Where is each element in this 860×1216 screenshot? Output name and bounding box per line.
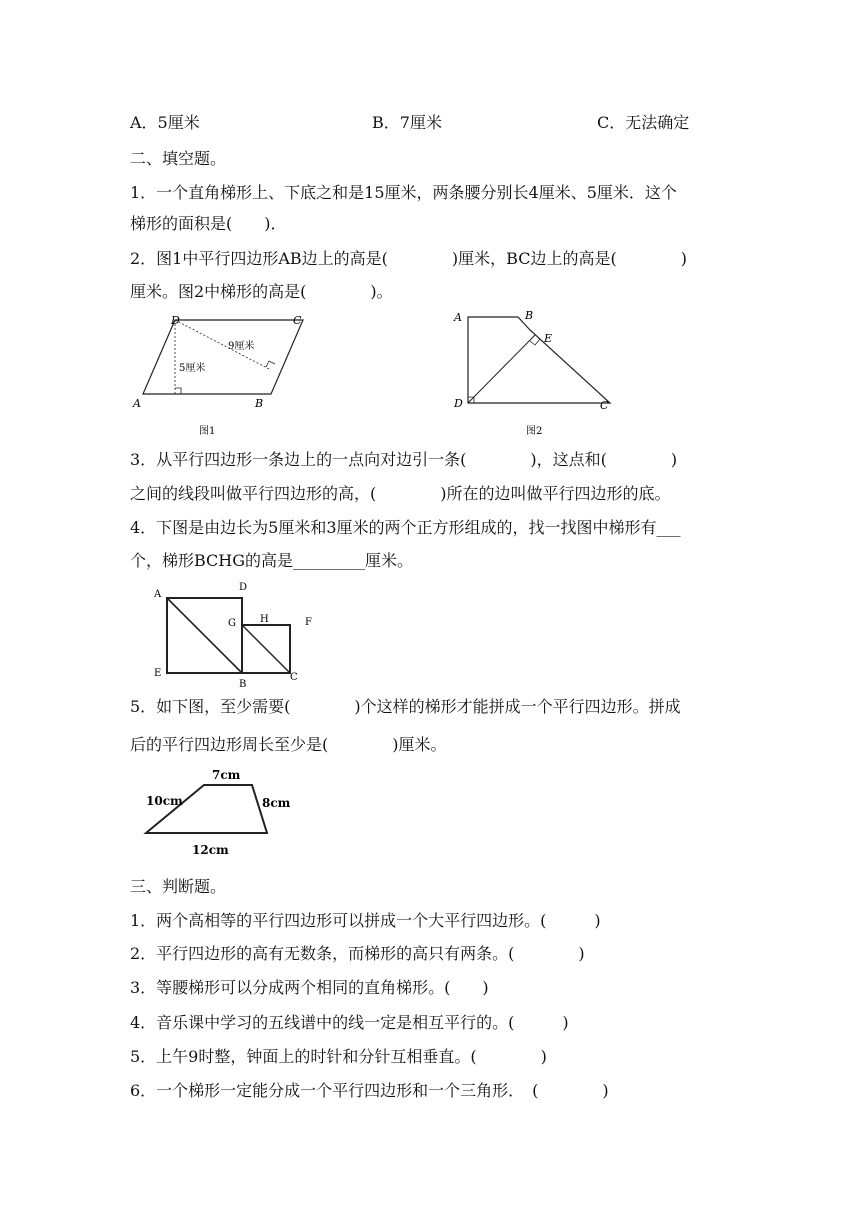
figure-1-parallelogram — [125, 308, 325, 438]
question-2-2-line-2: 厘米。图2中梯形的高是( )。 — [130, 282, 393, 301]
fig4-label-right: 8cm — [262, 796, 291, 810]
fig2-point-e: E — [544, 332, 553, 345]
question-2-4-line-2: 个，梯形BCHG的高是_________厘米。 — [130, 551, 414, 570]
question-2-5-line-1: 5．如下图，至少需要( )个这样的梯形才能拼成一个平行四边形。拼成 — [130, 697, 681, 716]
figure-4-trapezoid-lengths — [140, 765, 310, 865]
tf-item-6: 6．一个梯形一定能分成一个平行四边形和一个三角形． ( ) — [130, 1081, 609, 1100]
question-2-4-line-1: 4．下图是由边长为5厘米和3厘米的两个正方形组成的，找一找图中梯形有___ — [130, 518, 681, 537]
fig3-point-b: B — [239, 679, 247, 690]
figure-2-trapezoid — [450, 305, 625, 440]
question-2-3-line-1: 3．从平行四边形一条边上的一点向对边引一条( )，这点和( ) — [130, 450, 678, 469]
question-2-2-line-1: 2．图1中平行四边形AB边上的高是( )厘米，BC边上的高是( ) — [130, 249, 687, 268]
fig2-point-a: A — [454, 311, 462, 324]
question-2-3-line-2: 之间的线段叫做平行四边形的高，( )所在的边叫做平行四边形的底。 — [130, 484, 671, 503]
fig1-label-5cm: 5厘米 — [179, 363, 206, 374]
tf-item-3: 3．等腰梯形可以分成两个相同的直角梯形。( ) — [130, 978, 489, 997]
fig2-point-d: D — [454, 397, 463, 410]
section-title-fill-blank: 二、填空题。 — [130, 149, 227, 168]
fig3-point-a: A — [154, 589, 162, 600]
fig1-point-d: D — [171, 314, 180, 327]
question-2-1-line-1: 1．一个直角梯形上、下底之和是15厘米，两条腰分别长4厘米、5厘米．这个 — [130, 183, 677, 202]
tf-item-5: 5．上午9时整，钟面上的时针和分针互相垂直。( ) — [130, 1047, 547, 1066]
fig2-point-c: C — [600, 399, 609, 412]
section-title-true-false: 三、判断题。 — [130, 877, 227, 896]
question-2-1-line-2: 梯形的面积是( )． — [130, 214, 287, 233]
fig1-label-9cm: 9厘米 — [228, 341, 255, 352]
fig3-point-d: D — [239, 582, 248, 593]
tf-item-4: 4．音乐课中学习的五线谱中的线一定是相互平行的。( ) — [130, 1013, 569, 1032]
figure-3-two-squares — [145, 578, 325, 690]
fig3-point-f: F — [305, 617, 312, 628]
option-c: C．无法确定 — [597, 113, 690, 132]
tf-item-2: 2．平行四边形的高有无数条，而梯形的高只有两条。( ) — [130, 944, 585, 963]
option-a: A．5厘米 — [130, 113, 200, 132]
fig3-point-c: C — [290, 672, 298, 683]
option-b: B．7厘米 — [372, 113, 442, 132]
tf-item-1: 1．两个高相等的平行四边形可以拼成一个大平行四边形。( ) — [130, 911, 601, 930]
fig1-caption: 图1 — [199, 426, 216, 437]
fig4-label-bottom: 12cm — [192, 843, 229, 857]
fig2-caption: 图2 — [526, 426, 543, 437]
fig3-point-h: H — [260, 614, 269, 625]
fig1-point-a: A — [133, 397, 141, 410]
fig4-label-top: 7cm — [212, 768, 241, 782]
fig2-point-b: B — [525, 309, 534, 322]
question-2-5-line-2: 后的平行四边形周长至少是( )厘米。 — [130, 735, 447, 754]
fig3-point-e: E — [154, 668, 162, 679]
fig1-point-b: B — [255, 397, 264, 410]
fig4-label-left: 10cm — [146, 794, 183, 808]
fig1-point-c: C — [293, 314, 302, 327]
fig3-point-g: G — [228, 618, 236, 629]
